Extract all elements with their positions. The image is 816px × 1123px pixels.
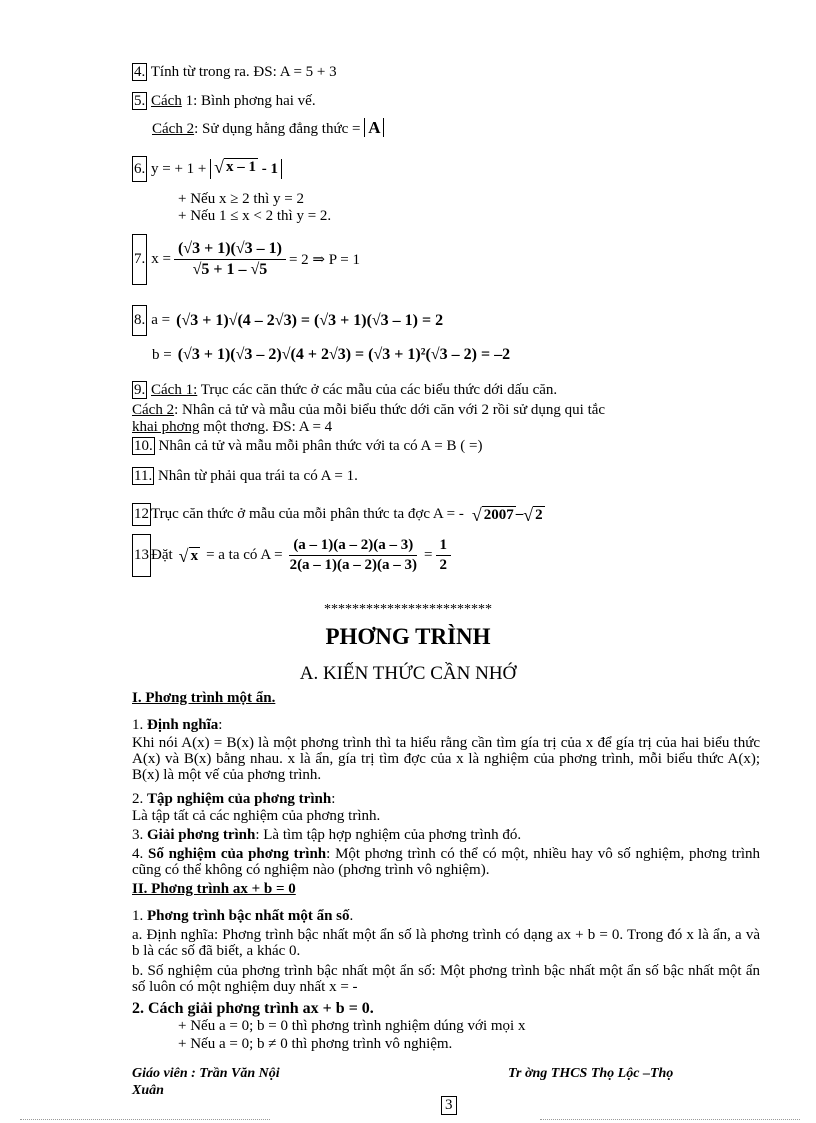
item-text: Trục các căn thức ở các mẫu của các biểu thức dới dấu căn.	[197, 382, 558, 398]
fraction-denominator: √5 + 1 – √5	[192, 261, 268, 278]
item-text: Trục căn thức ở mẫu của mỗi phân thức ta đợc A = -	[151, 506, 464, 522]
equation-lead: a =	[151, 312, 171, 328]
item-text: Nhân cả tử và mẫu mỗi phân thức với ta có A = B ( =)	[154, 438, 483, 454]
item-number: 5.	[134, 93, 146, 109]
item-number: 12	[132, 503, 151, 526]
footer-teacher: Giáo viên : Trần Văn Nội	[132, 1066, 280, 1081]
method-label: Cách 1:	[151, 382, 198, 398]
heading-body: : Là tìm tập hợp nghiệm của phơng trình đó.	[255, 827, 522, 843]
footer-location: Xuân	[132, 1083, 164, 1098]
separator: ************************	[324, 602, 492, 617]
sqrt-expression: √ 2007	[471, 504, 514, 525]
heading-text: Định nghĩa	[147, 717, 219, 733]
item-number: 4.	[134, 64, 146, 80]
footer-school: Tr ờng THCS Thọ Lộc –Thọ	[508, 1066, 674, 1081]
solution-set-paragraph: Là tập tất cả các nghiệm của phơng trình.	[132, 808, 381, 824]
item-7	[132, 234, 360, 285]
heading-text: Số nghiệm của phơng trình	[148, 846, 327, 862]
number-of-solutions-paragraph	[132, 846, 760, 878]
solution-set-heading: 2. Tập nghiệm của phơng trình:	[132, 791, 336, 807]
heading-text: Giải phơng trình	[147, 827, 256, 843]
item-12	[132, 503, 545, 526]
definition-paragraph: Khi nói A(x) = B(x) là một phơng trình thì ta hiểu rằng cần tìm gía trị của x để gía trị của hai biểu thức A(x) và B(x) bằng nhau. x là ẩn, gía trị tìm đợc của x là nghiệm của phơng trình, mỗi biểu thức A(x); B(x) là một vế của phơng trình.	[132, 735, 760, 783]
heading-number: 2.	[132, 791, 147, 807]
solve-heading	[132, 827, 521, 844]
item-text: khai phơng	[132, 419, 200, 435]
item-number: 7.	[132, 234, 147, 285]
fraction-denominator: 2	[439, 557, 448, 573]
item-5-method-2	[152, 118, 384, 138]
heading-number: 1.	[132, 908, 147, 924]
equation-expression: (√3 + 1)(√3 – 2)√(4 + 2√3) = (√3 + 1)²(√3 – 2) = –2	[177, 346, 511, 363]
method-label: Cách	[151, 93, 182, 109]
item-10	[132, 438, 482, 455]
equation-lead: b =	[152, 346, 172, 363]
item-text: : Sử dụng hằng đẳng thức =	[194, 121, 365, 137]
method-label: Cách 2	[152, 121, 195, 137]
item-9-line-3	[132, 419, 332, 436]
item-number: 11.	[134, 468, 153, 484]
item-6	[132, 158, 282, 178]
linear-definition-paragraph: a. Định nghĩa: Phơng trình bậc nhất một ẩn số là phơng trình có dạng ax + b = 0. Trong đó x là ẩn, a và b là các số đã biết, a khác 0.	[132, 927, 760, 959]
item-text: một thơng. ĐS: A = 4	[199, 419, 333, 435]
item-9-line-1	[132, 382, 557, 399]
equation-expression: (√3 + 1)√(4 – 2√3) = (√3 + 1)(√3 – 1) = 2	[176, 311, 444, 329]
abs-expression	[210, 159, 282, 179]
sqrt-expression: √ x	[178, 545, 199, 566]
method-label: Cách 2	[132, 402, 175, 418]
heading-text: Phơng trình bậc nhất một ẩn số	[147, 908, 350, 924]
item-8-a	[132, 305, 443, 336]
item-text: Đặt	[151, 547, 173, 563]
item-text: : Nhân cả tử và mẫu của mỗi biểu thức dới căn với 2 rồi sử dụng qui tắc	[174, 402, 606, 418]
section-heading: II. Phơng trình ax + b = 0	[132, 881, 296, 897]
heading-text: Tập nghiệm của phơng trình	[147, 791, 332, 807]
fraction	[436, 537, 452, 574]
solving-case-2: + Nếu a = 0; b ≠ 0 thì phơng trình vô nghiệm.	[178, 1036, 453, 1052]
item-number: 10.	[134, 438, 153, 454]
item-6-case-2: + Nếu 1 ≤ x < 2 thì y = 2.	[178, 208, 332, 224]
sqrt-expression: √ x – 1	[214, 157, 257, 177]
footer-rule	[20, 1119, 270, 1120]
abs-tail: - 1	[261, 161, 279, 177]
section-heading: I. Phơng trình một ẩn.	[132, 690, 276, 706]
item-5	[132, 93, 316, 110]
item-number: 9.	[134, 382, 146, 398]
fraction-denominator: 2(a – 1)(a – 2)(a – 3)	[289, 557, 418, 573]
footer-rule	[540, 1119, 800, 1120]
abs-value: A	[364, 118, 384, 137]
fraction-numerator: (√3 + 1)(√3 – 1)	[174, 240, 286, 260]
solving-case-1: + Nếu a = 0; b = 0 thì phơng trình nghiệm dúng với mọi x	[178, 1018, 526, 1034]
definition-heading: 1. Định nghĩa:	[132, 717, 223, 733]
item-number: 13	[132, 534, 151, 577]
equation-lead: y = + 1 +	[151, 161, 207, 177]
item-text: Nhân từ phải qua trái ta có A = 1.	[154, 468, 358, 484]
item-text: = a ta có A =	[206, 547, 283, 563]
fraction	[286, 537, 421, 574]
equation-lead: x =	[151, 251, 171, 267]
heading-number: 1.	[132, 717, 147, 733]
heading-number: 3.	[132, 827, 147, 843]
page-title: PHƠNG TRÌNH	[325, 624, 491, 649]
fraction-numerator: (a – 1)(a – 2)(a – 3)	[289, 537, 417, 556]
item-6-case-1: + Nếu x ≥ 2 thì y = 2	[178, 191, 304, 207]
item-text: Tính từ trong ra. ĐS: A = 5 + 3	[150, 64, 337, 80]
section-title: A. KIẾN THỨC CẦN NHỚ	[299, 663, 517, 684]
item-4	[132, 64, 337, 81]
fraction	[174, 240, 286, 279]
item-text: 1: Bình phơng hai vế.	[181, 93, 316, 109]
operator: –	[515, 506, 524, 522]
fraction-numerator: 1	[436, 537, 452, 556]
heading-number: 4.	[132, 846, 148, 862]
item-9-line-2	[132, 402, 605, 419]
item-13	[132, 534, 454, 577]
item-number: 8.	[132, 305, 147, 336]
page-number: 3	[441, 1096, 457, 1115]
linear-equation-heading: 1. Phơng trình bậc nhất một ẩn số.	[132, 908, 354, 924]
item-number: 6.	[132, 156, 147, 182]
linear-solutions-paragraph: b. Số nghiệm của phơng trình bậc nhất một ẩn số: Một phơng trình bậc nhất một ẩn số bậc nhất một ẩn số luôn có một nghiệm duy nhất x = -	[132, 963, 760, 995]
operator: =	[424, 547, 433, 563]
heading-body: : Một phơng trình có thể có một, nhiều hay vô số nghiệm, phơng trình cũng có thể không có nghiệm nào (phơng trình vô nghiệm).	[132, 846, 761, 878]
solving-method-heading: 2. Cách giải phơng trình ax + b = 0.	[132, 1000, 374, 1017]
sqrt-expression: √ 2	[523, 504, 543, 525]
item-11	[132, 468, 358, 485]
item-8-b	[152, 346, 510, 364]
equation-tail: = 2 ⇒ P = 1	[288, 252, 360, 268]
